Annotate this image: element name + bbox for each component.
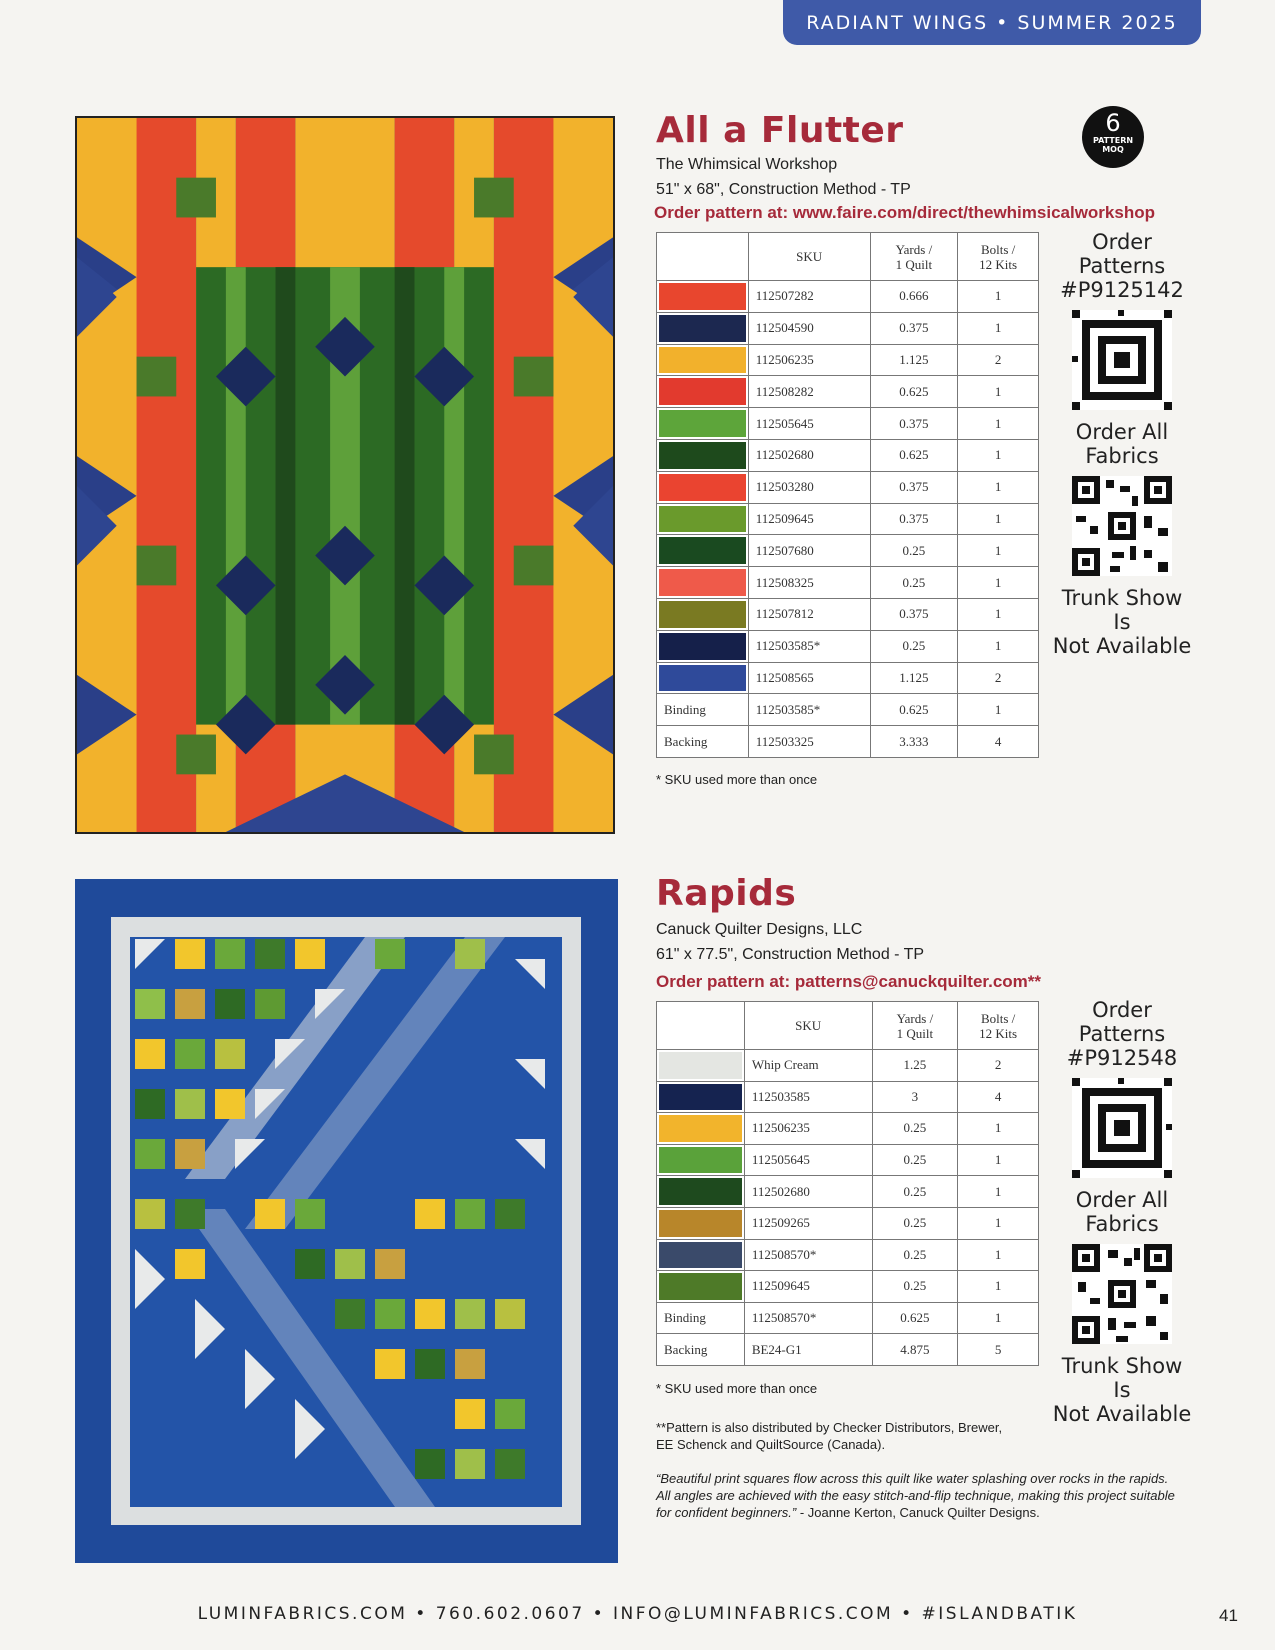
yards-cell: 0.25	[870, 567, 958, 599]
yards-cell: 0.25	[872, 1271, 958, 1303]
bolts-cell: 1	[958, 1302, 1039, 1334]
yards-cell: 0.375	[870, 471, 958, 503]
bolts-cell: 1	[958, 535, 1039, 567]
yards-cell: 0.25	[872, 1144, 958, 1176]
sku-cell: 112505645	[744, 1144, 872, 1176]
bolts-cell: 1	[958, 694, 1039, 726]
fabric-swatch-color	[659, 283, 746, 310]
yards-cell: 1.125	[870, 344, 958, 376]
pattern-moq-badge	[1082, 106, 1144, 168]
yards-cell: 3.333	[870, 726, 958, 758]
bolts-cell: 1	[958, 408, 1039, 440]
yards-cell: 0.375	[870, 503, 958, 535]
yards-cell: 0.25	[872, 1239, 958, 1271]
yards-cell: 0.625	[870, 376, 958, 408]
page-number: 41	[1219, 1606, 1238, 1625]
table-row	[657, 471, 1039, 503]
row-label: Backing	[657, 726, 749, 758]
bolts-cell: 2	[958, 1050, 1039, 1082]
table-row	[657, 1239, 1039, 1271]
fabric-swatch-color	[659, 1210, 742, 1237]
yards-cell: 0.625	[872, 1302, 958, 1334]
bolts-cell: 1	[958, 376, 1039, 408]
bolts-cell: 1	[958, 1239, 1039, 1271]
quote-line-2: All angles are achieved with the easy stitch-and-flip technique, making this project suitable	[656, 1488, 1175, 1503]
bolts-cell: 2	[958, 344, 1039, 376]
distribution-note-line-2: EE Schenck and QuiltSource (Canada).	[656, 1437, 886, 1452]
table-row	[657, 630, 1039, 662]
pattern-number: #P912548	[1066, 1046, 1178, 1070]
table-row	[657, 1113, 1039, 1145]
bolts-cell: 5	[958, 1334, 1039, 1366]
bolts-cell: 1	[958, 471, 1039, 503]
fabric-swatch-color	[659, 347, 746, 374]
yards-cell: 0.625	[870, 694, 958, 726]
bolts-cell: 1	[958, 598, 1039, 630]
bolts-cell: 1	[958, 1207, 1039, 1239]
table-row	[657, 312, 1039, 344]
order-all-label-2: Fabrics	[1085, 1212, 1159, 1236]
sku-cell: 112508570*	[744, 1239, 872, 1271]
fabric-swatch	[657, 535, 749, 567]
swatch-header	[657, 1002, 745, 1050]
quilt2-order-panel	[1052, 998, 1192, 1426]
table-row	[657, 1271, 1039, 1303]
quilt2-footnote: * SKU used more than once	[656, 1381, 818, 1396]
fabric-swatch-color	[659, 315, 746, 342]
quilt2-designer: Canuck Quilter Designs, LLC	[656, 921, 863, 938]
fabric-swatch-color	[659, 442, 746, 469]
order-all-label-1: Order All	[1075, 1188, 1169, 1212]
fabric-swatch	[657, 312, 749, 344]
quilt1-title: All a Flutter	[656, 110, 904, 151]
sku-cell: BE24-G1	[744, 1334, 872, 1366]
designer-quote	[656, 1470, 1191, 1521]
quilt1-fabric-table	[656, 232, 1039, 758]
yards-cell: 1.125	[870, 662, 958, 694]
yards-cell: 3	[872, 1081, 958, 1113]
sku-cell: 112508570*	[744, 1302, 872, 1334]
quilt2-order-link[interactable]: Order pattern at: patterns@canuckquilter.com**	[656, 972, 1042, 991]
sku-cell: Whip Cream	[744, 1050, 872, 1082]
all-a-flutter-quilt-image	[75, 116, 615, 834]
bolts-header: Bolts / 12 Kits	[958, 233, 1039, 281]
fabric-swatch-color	[659, 1242, 742, 1269]
bolts-cell: 2	[958, 662, 1039, 694]
fabric-swatch-color	[659, 378, 746, 405]
fabric-swatch	[657, 1113, 745, 1145]
bolts-cell: 4	[958, 726, 1039, 758]
sku-cell: 112507680	[748, 535, 870, 567]
table-row	[657, 694, 1039, 726]
fabric-swatch-color	[659, 1115, 742, 1142]
yards-cell: 1.25	[872, 1050, 958, 1082]
sku-cell: 112503280	[748, 471, 870, 503]
trunk-show-label-2: Not Available	[1052, 634, 1192, 658]
fabric-swatch-color	[659, 601, 746, 628]
yards-cell: 4.875	[872, 1334, 958, 1366]
yards-cell: 0.25	[870, 535, 958, 567]
sku-cell: 112502680	[748, 439, 870, 471]
order-all-label-1: Order All	[1075, 420, 1169, 444]
table-row	[657, 1144, 1039, 1176]
table-row	[657, 281, 1039, 313]
fabric-swatch-color	[659, 1084, 742, 1111]
bolts-cell: 1	[958, 567, 1039, 599]
sku-cell: 112508282	[748, 376, 870, 408]
bolts-cell: 1	[958, 503, 1039, 535]
fabric-swatch	[657, 281, 749, 313]
fabric-swatch	[657, 567, 749, 599]
table-row	[657, 408, 1039, 440]
fabric-swatch-color	[659, 537, 746, 564]
sku-header: SKU	[748, 233, 870, 281]
yards-cell: 0.375	[870, 408, 958, 440]
table-row	[657, 1176, 1039, 1208]
sku-cell: 112504590	[748, 312, 870, 344]
bolts-cell: 1	[958, 1271, 1039, 1303]
order-all-fabrics-qr-icon[interactable]	[1072, 476, 1172, 576]
sku-cell: 112503585*	[748, 694, 870, 726]
table-row	[657, 1081, 1039, 1113]
yards-cell: 0.625	[870, 439, 958, 471]
sku-cell: 112507282	[748, 281, 870, 313]
fabric-swatch	[657, 503, 749, 535]
yards-cell: 0.375	[870, 598, 958, 630]
row-label: Binding	[657, 694, 749, 726]
fabric-swatch	[657, 376, 749, 408]
bolts-header: Bolts / 12 Kits	[958, 1002, 1039, 1050]
distribution-note	[656, 1419, 1002, 1453]
table-row	[657, 503, 1039, 535]
sku-cell: 112508325	[748, 567, 870, 599]
sku-cell: 112506235	[748, 344, 870, 376]
fabric-swatch	[657, 1207, 745, 1239]
fabric-swatch-color	[659, 410, 746, 437]
issue-header-tab: RADIANT WINGS • SUMMER 2025	[783, 0, 1201, 45]
sku-cell: 112506235	[744, 1113, 872, 1145]
fabric-swatch-color	[659, 1147, 742, 1174]
table-row	[657, 1302, 1039, 1334]
contact-footer: LUMINFABRICS.COM • 760.602.0607 • INFO@LUMINFABRICS.COM • #ISLANDBATIK	[197, 1604, 1078, 1624]
order-all-fabrics-qr-icon[interactable]	[1072, 1244, 1172, 1344]
sku-cell: 112503325	[748, 726, 870, 758]
table-row	[657, 1207, 1039, 1239]
fabric-swatch	[657, 1176, 745, 1208]
table-row	[657, 598, 1039, 630]
trunk-show-label-1: Trunk Show Is	[1061, 1354, 1183, 1402]
bolts-cell: 1	[958, 439, 1039, 471]
fabric-swatch	[657, 408, 749, 440]
trunk-show-label-2: Not Available	[1052, 1402, 1192, 1426]
quilt1-order-panel	[1052, 230, 1192, 658]
table-row	[657, 535, 1039, 567]
table-row	[657, 344, 1039, 376]
table-row	[657, 439, 1039, 471]
yards-header: Yards / 1 Quilt	[870, 233, 958, 281]
quote-line-3: for confident beginners.” - Joanne Kerton, Canuck Quilter Designs.	[656, 1505, 1040, 1520]
bolts-cell: 1	[958, 1176, 1039, 1208]
quilt1-specs: 51" x 68", Construction Method - TP	[656, 181, 911, 198]
quilt1-designer: The Whimsical Workshop	[656, 156, 838, 173]
bolts-cell: 1	[958, 1113, 1039, 1145]
trunk-show-label-1: Trunk Show Is	[1061, 586, 1183, 634]
sku-cell: 112507812	[748, 598, 870, 630]
moq-label-1: PATTERN	[1092, 136, 1134, 145]
bolts-cell: 1	[958, 1144, 1039, 1176]
order-patterns-qr-icon[interactable]	[1072, 310, 1172, 410]
fabric-swatch-color	[659, 633, 746, 660]
table-row	[657, 1050, 1039, 1082]
sku-cell: 112508565	[748, 662, 870, 694]
quilt2-title: Rapids	[656, 873, 797, 914]
fabric-swatch	[657, 1239, 745, 1271]
distribution-note-line-1: **Pattern is also distributed by Checker Distributors, Brewer,	[656, 1420, 1003, 1435]
quilt1-footnote: * SKU used more than once	[656, 772, 818, 787]
fabric-swatch	[657, 1271, 745, 1303]
table-row	[657, 726, 1039, 758]
row-label: Binding	[657, 1302, 745, 1334]
swatch-header	[657, 233, 749, 281]
table-row	[657, 376, 1039, 408]
order-all-label-2: Fabrics	[1085, 444, 1159, 468]
fabric-swatch	[657, 1050, 745, 1082]
fabric-swatch-color	[659, 569, 746, 596]
yards-cell: 0.375	[870, 312, 958, 344]
table-row	[657, 1334, 1039, 1366]
bolts-cell: 1	[958, 281, 1039, 313]
sku-cell: 112509645	[744, 1271, 872, 1303]
bolts-cell: 4	[958, 1081, 1039, 1113]
fabric-swatch	[657, 439, 749, 471]
fabric-swatch-color	[659, 474, 746, 501]
fabric-swatch	[657, 471, 749, 503]
sku-cell: 112503585*	[748, 630, 870, 662]
row-label: Backing	[657, 1334, 745, 1366]
quilt1-order-link[interactable]: Order pattern at: www.faire.com/direct/thewhimsicalworkshop	[654, 203, 1155, 222]
yards-cell: 0.666	[870, 281, 958, 313]
table-row	[657, 567, 1039, 599]
fabric-swatch-color	[659, 1052, 742, 1079]
fabric-swatch	[657, 1144, 745, 1176]
moq-label-2: MOQ	[1102, 145, 1124, 154]
fabric-swatch	[657, 1081, 745, 1113]
quilt2-specs: 61" x 77.5", Construction Method - TP	[656, 946, 925, 963]
yards-cell: 0.25	[872, 1113, 958, 1145]
bolts-cell: 1	[958, 630, 1039, 662]
fabric-swatch	[657, 662, 749, 694]
fabric-swatch-color	[659, 506, 746, 533]
sku-header: SKU	[744, 1002, 872, 1050]
order-patterns-label: Order Patterns	[1078, 998, 1166, 1046]
fabric-swatch-color	[659, 1178, 742, 1205]
sku-cell: 112509265	[744, 1207, 872, 1239]
table-row	[657, 662, 1039, 694]
sku-cell: 112502680	[744, 1176, 872, 1208]
sku-cell: 112505645	[748, 408, 870, 440]
sku-cell: 112503585	[744, 1081, 872, 1113]
fabric-swatch-color	[659, 665, 746, 692]
rapids-quilt-image	[75, 879, 618, 1563]
order-patterns-qr-icon[interactable]	[1072, 1078, 1172, 1178]
yards-header: Yards / 1 Quilt	[872, 1002, 958, 1050]
moq-number: 6	[1105, 109, 1121, 137]
pattern-number: #P9125142	[1060, 278, 1184, 302]
fabric-swatch-color	[659, 1273, 742, 1300]
quilt2-fabric-table	[656, 1001, 1039, 1366]
bolts-cell: 1	[958, 312, 1039, 344]
fabric-swatch	[657, 630, 749, 662]
yards-cell: 0.25	[872, 1176, 958, 1208]
sku-cell: 112509645	[748, 503, 870, 535]
order-patterns-label: Order Patterns	[1078, 230, 1166, 278]
yards-cell: 0.25	[870, 630, 958, 662]
quote-line-1: “Beautiful print squares flow across this quilt like water splashing over rocks in the rapids.	[656, 1471, 1169, 1486]
yards-cell: 0.25	[872, 1207, 958, 1239]
fabric-swatch	[657, 344, 749, 376]
fabric-swatch	[657, 598, 749, 630]
